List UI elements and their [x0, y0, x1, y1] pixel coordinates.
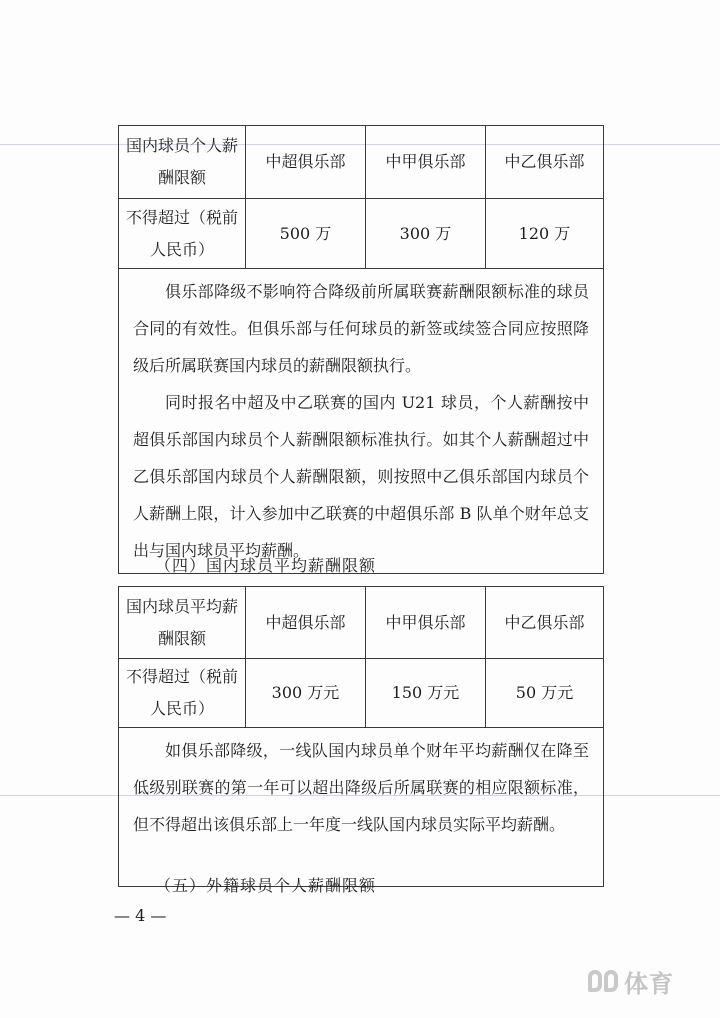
- header-league-one-cell: 中甲俱乐部: [366, 126, 486, 199]
- value-league-one-cell: 300 万: [366, 199, 486, 269]
- pp-logo-icon: [588, 970, 618, 992]
- value-league-two-cell: 120 万: [486, 199, 604, 269]
- watermark: [588, 964, 674, 998]
- header-csl-cell: 中超俱乐部: [246, 126, 366, 199]
- header-league-two-cell: 中乙俱乐部: [486, 126, 604, 199]
- header-league-two-cell: 中乙俱乐部: [486, 587, 604, 659]
- salary-cap-table-average: [118, 586, 604, 887]
- header-label-cell: 国内球员平均薪酬限额: [119, 587, 246, 659]
- table-value-row: [119, 659, 604, 728]
- row-label-cell: 不得超过（税前人民币）: [119, 199, 246, 269]
- section-heading-4: （四）国内球员平均薪酬限额: [155, 556, 377, 575]
- header-csl-cell: 中超俱乐部: [246, 587, 366, 659]
- note-cell: [119, 728, 604, 887]
- table-header-row: [119, 126, 604, 199]
- row-label-cell: 不得超过（税前人民币）: [119, 659, 246, 728]
- value-csl-cell: 300 万元: [246, 659, 366, 728]
- note-paragraph: 如俱乐部降级，一线队国内球员单个财年平均薪酬仅在降至低级别联赛的第一年可以超出降级后所属联赛的相应限额标准，但不得超出该俱乐部上一年度一线队国内球员实际平均薪酬。: [133, 741, 589, 834]
- header-label-cell: 国内球员个人薪酬限额: [119, 126, 246, 199]
- value-csl-cell: 500 万: [246, 199, 366, 269]
- table-value-row: [119, 199, 604, 269]
- note-cell: [119, 269, 604, 574]
- header-league-one-cell: 中甲俱乐部: [366, 587, 486, 659]
- watermark-text: 体育: [624, 969, 674, 998]
- salary-cap-table-individual: [118, 125, 604, 574]
- section-heading-5: （五）外籍球员个人薪酬限额: [155, 876, 377, 895]
- page-number: — 4 —: [114, 906, 167, 925]
- table-note-row: [119, 269, 604, 574]
- value-league-one-cell: 150 万元: [366, 659, 486, 728]
- table-note-row: [119, 728, 604, 887]
- value-league-two-cell: 50 万元: [486, 659, 604, 728]
- note-paragraph: 俱乐部降级不影响符合降级前所属联赛薪酬限额标准的球员合同的有效性。但俱乐部与任何球员的新签或续签合同应按照降级后所属联赛国内球员的薪酬限额执行。: [133, 282, 589, 375]
- note-paragraph: 同时报名中超及中乙联赛的国内 U21 球员，个人薪酬按中超俱乐部国内球员个人薪酬限额标准执行。如其个人薪酬超过中乙俱乐部国内球员个人薪酬限额，则按照中乙俱乐部国内球员个人薪酬上限，计入参加中乙联赛的中超俱乐部 B 队单个财年总支出与国内球员平均薪酬。: [133, 393, 589, 560]
- table-header-row: [119, 587, 604, 659]
